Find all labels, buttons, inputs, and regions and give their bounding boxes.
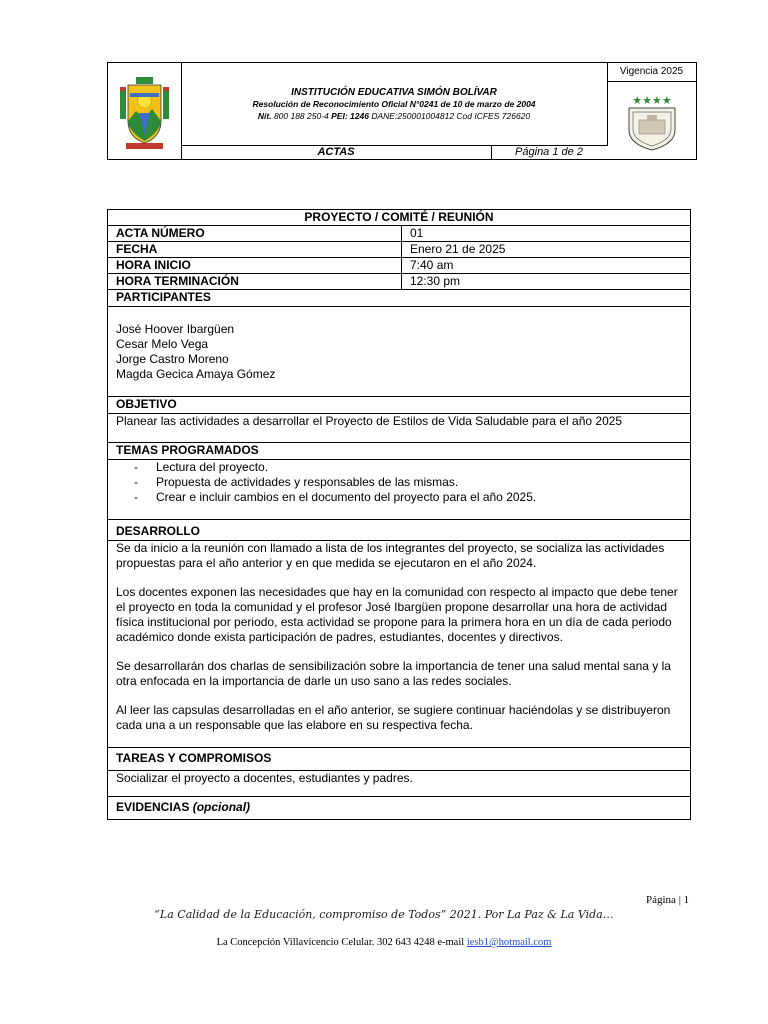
registration-codes (181, 111, 607, 121)
table-row (108, 242, 691, 258)
document-header (107, 62, 697, 160)
list-item: Cesar Melo Vega (116, 337, 209, 351)
institution-name: INSTITUCIÓN EDUCATIVA SIMÓN BOLÍVAR (291, 87, 497, 98)
temas-heading: TEMAS PROGRAMADOS (108, 443, 691, 460)
table-row (108, 258, 691, 274)
acta-number-label: ACTA NÚMERO (108, 226, 402, 242)
participantes-list (108, 307, 691, 397)
fecha-value: Enero 21 de 2025 (402, 242, 691, 258)
fecha-label: FECHA (108, 242, 402, 258)
desarrollo-paragraph: Se da inicio a la reunión con llamado a lista de los integrantes del proyecto, se socializa las actividades propuestas para el año anterior y en que medida se ejecutaron en el año 2024. (116, 541, 665, 570)
table-row (108, 307, 691, 397)
table-row (108, 274, 691, 290)
table-row (108, 520, 691, 541)
desarrollo-text (108, 541, 691, 748)
page-indicator: Página 1 de 2 (515, 146, 583, 158)
participantes-heading: PARTICIPANTES (108, 290, 691, 307)
acta-table (107, 209, 691, 820)
table-row (108, 771, 691, 797)
pei-value: 1246 (350, 111, 369, 121)
hora-inicio-label: HORA INICIO (108, 258, 402, 274)
vigencia-label: Vigencia 2025 (607, 63, 696, 82)
footer-page-number: Página | 1 (646, 894, 690, 906)
dane-icfes-codes: DANE:250001004812 Cod ICFES 726620 (371, 111, 531, 121)
desarrollo-paragraph: Los docentes exponen las necesidades que hay en la comunidad con respecto al impacto que debe tener el proyecto en toda la comunidad y el profesor José Ibargüen propone desarrollar una hora de actividad física institucional por periodo, esta actividad se propone para la primera hora en un día de cada periodo académico donde exista participación de padres, estudiantes, docentes y directivos. (116, 585, 678, 644)
table-row (108, 290, 691, 307)
list-item: - Propuesta de actividades y responsables de las mismas. (134, 475, 682, 490)
resolution-text: Resolución de Reconocimiento Oficial N°0241 de 10 de marzo de 2004 (252, 99, 536, 109)
institution-info (181, 63, 608, 146)
list-item: Jorge Castro Moreno (116, 352, 229, 366)
list-item: - Crear e incluir cambios en el documento del proyecto para el año 2025. (134, 490, 682, 505)
footer-slogan: “La Calidad de la Educación, compromiso de Todos” 2021. Por La Paz & La Vida… (154, 908, 614, 921)
table-row (108, 541, 691, 748)
objetivo-heading: OBJETIVO (108, 397, 691, 414)
header-doc-row (181, 145, 607, 159)
evidencias-heading (108, 797, 691, 820)
acta-number-value: 01 (402, 226, 691, 242)
header-right-panel (607, 63, 696, 159)
hora-inicio-value: 7:40 am (402, 258, 691, 274)
list-item: - Lectura del proyecto. (134, 460, 682, 475)
tareas-heading: TAREAS Y COMPROMISOS (108, 748, 691, 771)
objetivo-text: Planear las actividades a desarrollar el Proyecto de Estilos de Vida Saludable para el año 2025 (108, 414, 691, 443)
school-crest-left-icon (108, 63, 182, 159)
footer-address (0, 937, 768, 948)
nit-value: 800 188 250-4 (273, 111, 329, 121)
list-item: Magda Gecica Amaya Gómez (116, 367, 276, 381)
tareas-text: Socializar el proyecto a docentes, estudiantes y padres. (108, 771, 691, 797)
evidencias-note: (opcional) (192, 800, 251, 814)
document-type: ACTAS (181, 145, 492, 159)
table-row (108, 226, 691, 242)
table-row (108, 414, 691, 443)
hora-terminacion-label: HORA TERMINACIÓN (108, 274, 402, 290)
svg-text:★★★★: ★★★★ (632, 94, 672, 107)
temas-list (108, 460, 691, 520)
table-row (108, 460, 691, 520)
acta-title-row (108, 210, 691, 226)
table-row (108, 797, 691, 820)
nit-label: Nit. (257, 111, 272, 121)
desarrollo-heading: DESARROLLO (108, 520, 691, 541)
desarrollo-paragraph: Al leer las capsulas desarrolladas en el año anterior, se sugiere continuar haciéndolas y se distribuyeron cada una a un responsable que las elabore en su respectiva fecha. (116, 703, 671, 732)
footer-address-text: La Concepción Villavicencio Celular. 302 643 4248 e-mail (216, 937, 467, 948)
school-shield-right-icon (607, 82, 696, 157)
pei-label: PEI: (331, 111, 348, 121)
list-item: José Hoover Ibargüen (116, 322, 235, 336)
table-row (108, 397, 691, 414)
footer-email-link[interactable]: iesb1@hotmail.com (466, 937, 552, 948)
hora-terminacion-value: 12:30 pm (402, 274, 691, 290)
acta-title: PROYECTO / COMITÉ / REUNIÓN (108, 210, 691, 226)
table-row (108, 443, 691, 460)
evidencias-label: EVIDENCIAS (116, 800, 190, 814)
table-row (108, 748, 691, 771)
desarrollo-paragraph: Se desarrollarán dos charlas de sensibilización sobre la importancia de tener una salud mental sana y la otra enfocada en la importancia de darle un uso sano a las redes sociales. (116, 659, 671, 688)
